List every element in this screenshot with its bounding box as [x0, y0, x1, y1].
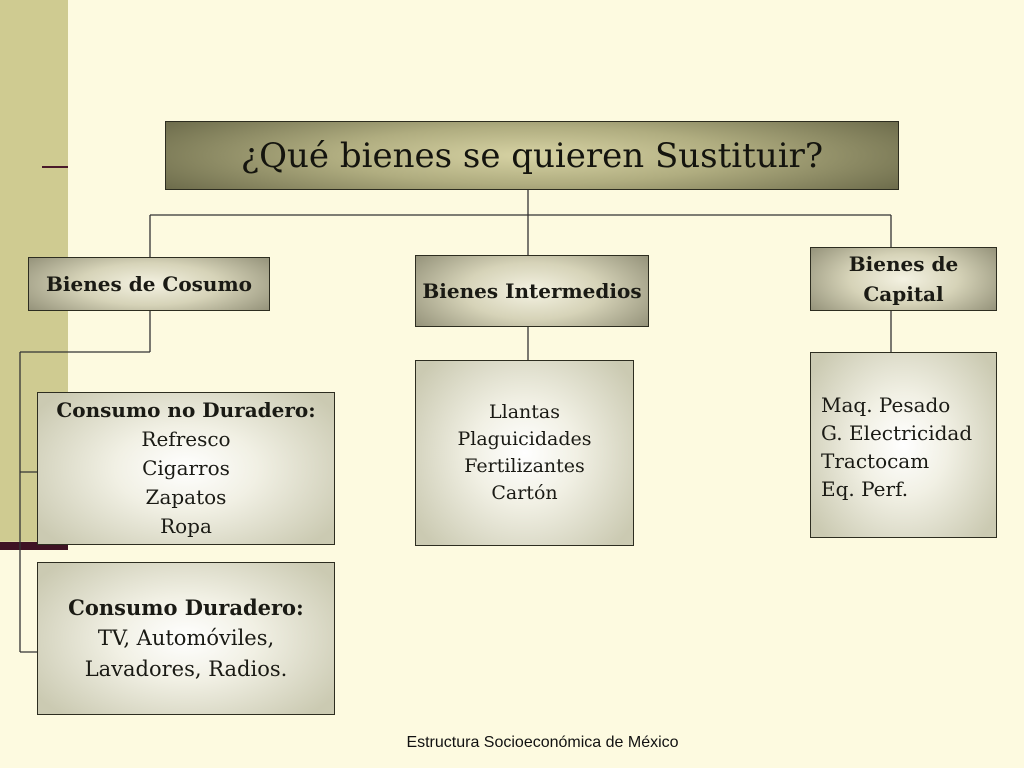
diagram-title: ¿Qué bienes se quieren Sustituir? — [240, 135, 824, 176]
list-item: Maq. Pesado — [821, 393, 951, 417]
list-item: Plaguicidades — [457, 428, 592, 450]
list-item: Eq. Perf. — [821, 477, 909, 501]
consumo-no-duradero-heading: Consumo no Duradero: — [56, 398, 316, 422]
intermedios-items-box — [415, 360, 634, 546]
consumo-no-duradero-box — [37, 392, 335, 545]
consumo-duradero-heading: Consumo Duradero: — [68, 595, 304, 620]
category-capital-label-line1: Bienes de — [848, 252, 959, 276]
list-item: Ropa — [160, 514, 212, 538]
category-consumo-box — [28, 257, 270, 311]
footer-caption: Estructura Socioeconómica de México — [406, 734, 679, 751]
list-item: Llantas — [489, 401, 560, 423]
capital-items-box — [810, 352, 997, 538]
category-capital-box — [810, 247, 997, 311]
list-item: G. Electricidad — [821, 421, 973, 445]
list-item: Zapatos — [145, 485, 227, 509]
title-box — [165, 121, 899, 190]
list-item: Lavadores, Radios. — [84, 657, 288, 681]
list-item: Tractocam — [821, 449, 930, 473]
category-intermedios-label: Bienes Intermedios — [422, 279, 642, 303]
consumo-duradero-box — [37, 562, 335, 715]
category-consumo-label: Bienes de Cosumo — [46, 272, 252, 296]
list-item: Cigarros — [142, 456, 230, 480]
list-item: TV, Automóviles, — [97, 626, 275, 650]
list-item: Refresco — [141, 427, 231, 451]
category-capital-label-line2: Capital — [863, 282, 944, 306]
category-intermedios-box — [415, 255, 649, 327]
accent-dash — [42, 166, 68, 168]
list-item: Fertilizantes — [464, 455, 585, 477]
list-item: Cartón — [491, 482, 558, 504]
